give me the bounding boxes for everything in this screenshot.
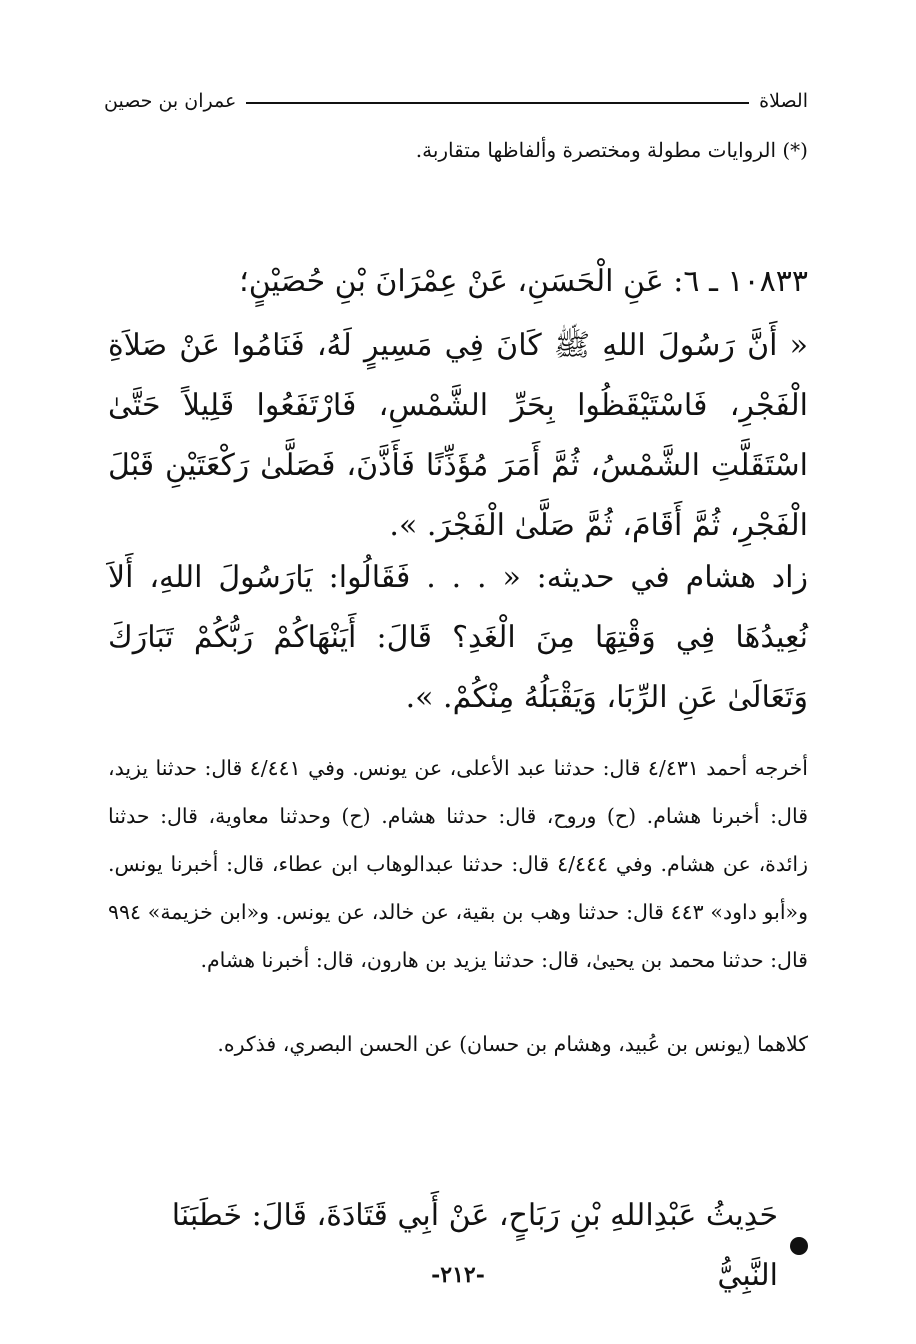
hadith-addition: زاد هشام في حديثه: « . . . فَقَالُوا: يَارَسُولَ اللهِ، أَلاَ نُعِيدُهَا فِي وَقْتِهَا مِنَ الْغَدِ؟ قَالَ: أَيَنْهَاكُمْ رَبُّكُمْ تَبَارَكَ وَتَعَالَىٰ عَنِ الرِّبَا، وَيَقْبَلُهُ مِنْكُمْ. ». [108,560,808,715]
next-hadith-start [108,1186,808,1306]
takhrij-conclusion: كلاهما (يونس بن عُبيد، وهشام بن حسان) عن الحسن البصري، فذكره. [217,1032,808,1056]
running-header [104,86,808,116]
takhrij-paragraph: أخرجه أحمد ٤/٤٣١ قال: حدثنا عبد الأعلى، عن يونس. وفي ٤/٤٤١ قال: حدثنا يزيد، قال: أخبرنا هشام. (ح) وروح، قال: حدثنا هشام. (ح) وحدثنا معاوية، قال: حدثنا زائدة، عن هشام. وفي ٤/٤٤٤ قال: حدثنا عبدالوهاب ابن عطاء، قال: أخبرنا يونس. و«أبو داود» ٤٤٣ قال: حدثنا وهب بن بقية، عن خالد، عن يونس. و«ابن خزيمة» ٩٩٤ قال: حدثنا محمد بن يحيىٰ، قال: حدثنا يزيد بن هارون، قال: أخبرنا هشام. [108,756,808,972]
header-rule [246,102,749,104]
next-hadith-text: حَدِيثُ عَبْدِاللهِ بْنِ رَبَاحٍ، عَنْ أَبِي قَتَادَةَ، قَالَ: خَطَبَنَا النَّبِيُّ [171,1198,778,1293]
header-narrator: عمران بن حصين [104,90,237,112]
bullet-icon [790,1237,808,1255]
hadith-text: « أَنَّ رَسُولَ اللهِ ﷺ كَانَ فِي مَسِيرٍ لَهُ، فَنَامُوا عَنْ صَلاَةِ الْفَجْرِ، فَاسْتَيْقَظُوا بِحَرِّ الشَّمْسِ، فَارْتَفَعُوا قَلِيلاً حَتَّىٰ اسْتَقَلَّتِ الشَّمْسُ، ثُمَّ أَمَرَ مُؤَذِّنًا فَأَذَّنَ، فَصَلَّىٰ رَكْعَتَيْنِ قَبْلَ الْفَجْرِ، ثُمَّ أَقَامَ، ثُمَّ صَلَّىٰ الْفَجْرَ. ». [108,328,808,543]
header-chapter: الصلاة [759,90,808,112]
page-number: -٢١٢- [431,1262,485,1288]
footnote-note: (*) الروايات مطولة ومختصرة وألفاظها متقاربة. [415,138,808,162]
hadith-heading: ١٠٨٣٣ ـ ٦: عَنِ الْحَسَنِ، عَنْ عِمْرَانَ بْنِ حُصَيْنٍ؛ [239,264,808,299]
